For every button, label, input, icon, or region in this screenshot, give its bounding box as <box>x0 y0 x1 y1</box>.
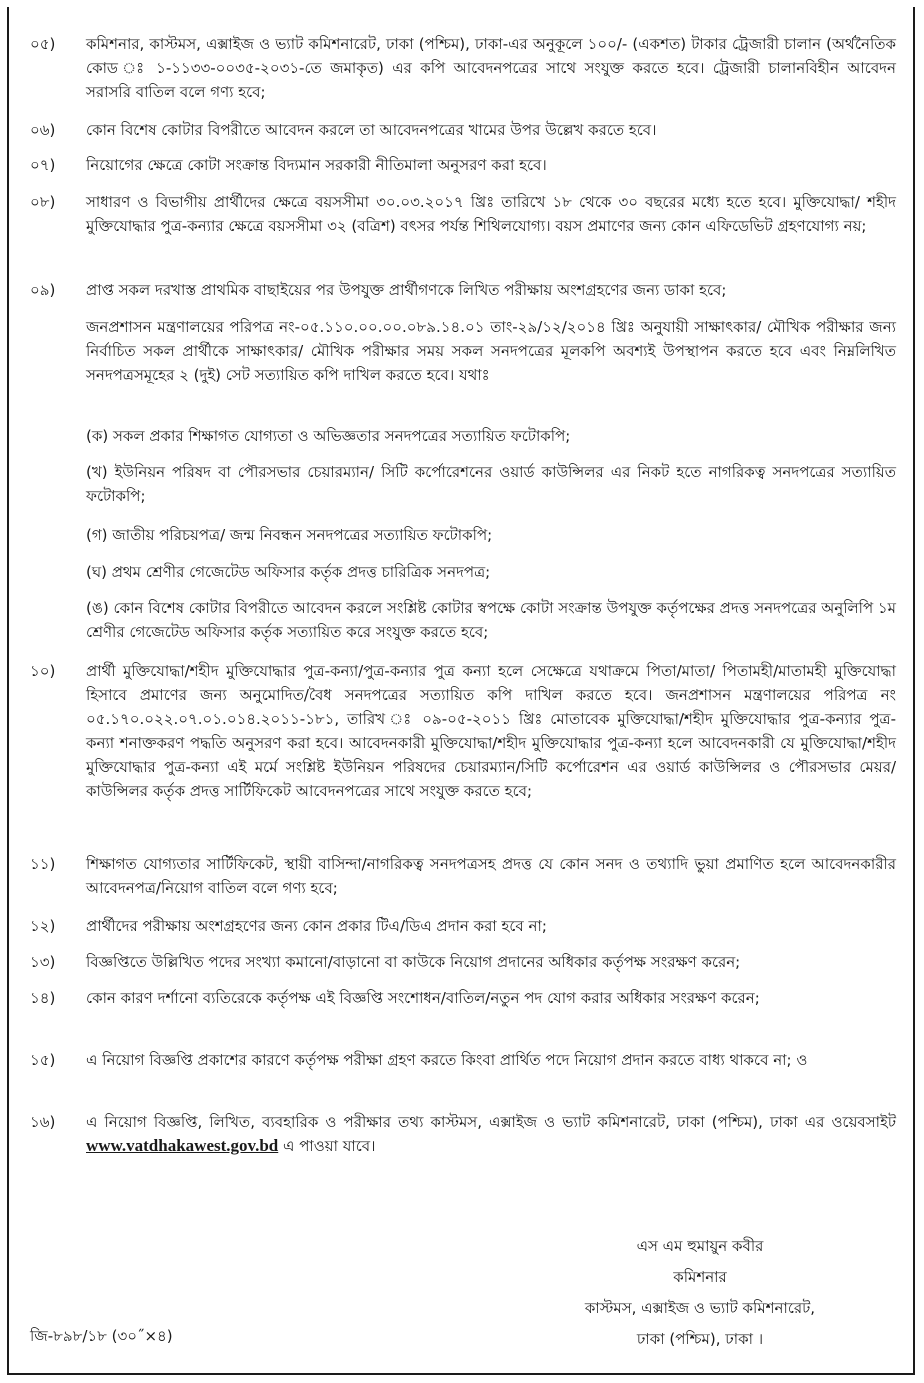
item-number: ১৬) <box>30 1113 56 1131</box>
item-text: বিজ্ঞপ্তিতে উল্লিখিত পদের সংখ্যা কমানো/বাড়ানো বা কাউকে নিয়োগ প্রদানের অধিকার কর্তৃপক্ষ সংরক্ষণ করেন; <box>86 953 741 971</box>
signatory-name: এস এম হুমায়ুন কবীর <box>636 1237 764 1255</box>
item-number: ০৯) <box>30 281 56 299</box>
signatory-office: কাস্টমস, এক্সাইজ ও ভ্যাট কমিশনারেট, <box>584 1299 816 1317</box>
list-item <box>30 1110 896 1158</box>
item-number: ০৬) <box>30 121 56 139</box>
list-item <box>30 1048 896 1072</box>
item-number: ০৭) <box>30 156 56 174</box>
website-link[interactable]: www.vatdhakawest.gov.bd <box>86 1136 279 1155</box>
list-item <box>30 190 896 238</box>
item-text: শিক্ষাগত যোগ্যতার সার্টিফিকেট, স্থায়ী বাসিন্দা/নাগরিকত্ব সনদপত্রসহ প্রদত্ত যে কোন সনদ ও তথ্যাদি ভুয়া প্রমাণিত হলে আবেদনকারীর আবেদনপত্র/নিয়োগ বাতিল বলে গণ্য হবে; <box>86 855 896 897</box>
list-item <box>30 659 896 803</box>
list-item <box>30 852 896 900</box>
sub-item-ka: (ক) সকল প্রকার শিক্ষাগত যোগ্যতা ও অভিজ্ঞতার সনদপত্রের সত্যায়িত ফটোকপি; <box>86 427 571 445</box>
item-text: নিয়োগের ক্ষেত্রে কোটা সংক্রান্ত বিদ্যমান সরকারী নীতিমালা অনুসরণ করা হবে। <box>86 156 547 174</box>
item-number: ১১) <box>30 855 56 873</box>
signatory-location: ঢাকা (পশ্চিম), ঢাকা । <box>636 1330 764 1348</box>
reference-number: জি-৮৯৮/১৮ (৩০˝×৪) <box>30 1327 173 1345</box>
item-number: ১২) <box>30 917 56 935</box>
item-text: কোন কারণ দর্শানো ব্যতিরেকে কর্তৃপক্ষ এই বিজ্ঞপ্তি সংশোধন/বাতিল/নতুন পদ যোগ করার অধিকার সংরক্ষণ করেন; <box>86 989 760 1007</box>
item-number: ১৪) <box>30 989 56 1007</box>
item-text: সাধারণ ও বিভাগীয় প্রার্থীদের ক্ষেত্রে বয়সসীমা ৩০.০৩.২০১৭ খ্রিঃ তারিখে ১৮ থেকে ৩০ বছরের মধ্যে হতে হবে। মুক্তিযোদ্ধা/ শহীদ মুক্তিযোদ্ধার পুত্র-কন্যার ক্ষেত্রে বয়সসীমা ৩২ (বত্রিশ) বৎসর পর্যন্ত শিথিলযোগ্য। বয়স প্রমাণের জন্য কোন এফিডেভিট গ্রহণযোগ্য নয়; <box>86 193 896 235</box>
item-text: কমিশনার, কাস্টমস, এক্সাইজ ও ভ্যাট কমিশনারেট, ঢাকা (পশ্চিম), ঢাকা-এর অনুকূলে ১০০/- (একশত) টাকার ট্রেজারী চালান (অর্থনৈতিক কোড ঃ ১-১১৩৩-০০৩৫-২০৩১-তে জমাকৃত) এর কপি আবেদনপত্রের সাথে সংযুক্ত করতে হবে। ট্রেজারী চালানবিহীন আবেদন সরাসরি বাতিল বলে গণ্য হবে; <box>86 35 896 101</box>
sub-item-kha: (খ) ইউনিয়ন পরিষদ বা পৌরসভার চেয়ারম্যান/ সিটি কর্পোরেশনের ওয়ার্ড কাউন্সিলর এর নিকট হতে নাগরিকত্ব সনদপত্রের সত্যায়িত ফটোকপি; <box>86 463 896 505</box>
item-number: ০৮) <box>30 193 56 211</box>
item-text: এ নিয়োগ বিজ্ঞপ্তি প্রকাশের কারণে কর্তৃপক্ষ পরীক্ষা গ্রহণ করতে কিংবা প্রার্থিত পদে নিয়োগ প্রদান করতে বাধ্য থাকবে না; ও <box>86 1051 808 1069</box>
item-number: ১৩) <box>30 953 56 971</box>
item-number: ০৫) <box>30 35 56 53</box>
item-text-before: এ নিয়োগ বিজ্ঞপ্তি, লিখিত, ব্যবহারিক ও পরীক্ষার তথ্য কাস্টমস, এক্সাইজ ও ভ্যাট কমিশনারেট, ঢাকা (পশ্চিম), ঢাকা এর ওয়েবসাইট <box>86 1113 896 1131</box>
sub-item-uma: (ঙ) কোন বিশেষ কোটার বিপরীতে আবেদন করলে সংশ্লিষ্ট কোটার স্বপক্ষে কোটা সংক্রান্ত উপযুক্ত কর্তৃপক্ষের প্রদত্ত সনদপত্রের অনুলিপি ১ম শ্রেণীর গেজেটেড অফিসার কর্তৃক সত্যায়িত করে সংযুক্ত করতে হবে; <box>86 599 896 641</box>
item-text-after: এ পাওয়া যাবে। <box>278 1137 376 1155</box>
list-item <box>30 32 896 104</box>
item-text: প্রার্থীদের পরীক্ষায় অংশগ্রহণের জন্য কোন প্রকার টিএ/ডিএ প্রদান করা হবে না; <box>86 917 547 935</box>
sub-item-ga: (গ) জাতীয় পরিচয়পত্র/ জন্ম নিবন্ধন সনদপত্রের সত্যায়িত ফটোকপি; <box>86 526 493 544</box>
item-number: ১৫) <box>30 1051 56 1069</box>
item-number: ১০) <box>30 662 56 680</box>
list-item <box>30 278 896 302</box>
list-item <box>30 153 896 177</box>
item-text: প্রাপ্ত সকল দরখাস্ত প্রাথমিক বাছাইয়ের পর উপযুক্ত প্রার্থীগণকে লিখিত পরীক্ষায় অংশগ্রহণের জন্য ডাকা হবে; <box>86 281 727 299</box>
list-item <box>30 950 896 974</box>
list-item <box>30 986 896 1010</box>
sub-item-gha: (ঘ) প্রথম শ্রেণীর গেজেটেড অফিসার কর্তৃক প্রদত্ত চারিত্রিক সনদপত্র; <box>86 563 491 581</box>
interview-paragraph: জনপ্রশাসন মন্ত্রণালয়ের পরিপত্র নং-০৫.১১০.০০.০০.০৮৯.১৪.০১ তাং-২৯/১২/২০১৪ খ্রিঃ অনুযায়ী সাক্ষাৎকার/ মৌখিক পরীক্ষার জন্য নির্বাচিত সকল প্রার্থীকে সাক্ষাৎকার/ মৌখিক পরীক্ষার সময় সকল সনদপত্রের মূলকপি অবশ্যই উপস্থাপন করতে হবে এবং নিম্নলিখিত সনদপত্রসমূহের ২ (দুই) সেট সত্যায়িত কপি দাখিল করতে হবে। যথাঃ <box>86 318 896 384</box>
list-item <box>30 118 896 142</box>
item-text: কোন বিশেষ কোটার বিপরীতে আবেদন করলে তা আবেদনপত্রের খামের উপর উল্লেখ করতে হবে। <box>86 121 657 139</box>
item-text: প্রার্থী মুক্তিযোদ্ধা/শহীদ মুক্তিযোদ্ধার পুত্র-কন্যা/পুত্র-কন্যার পুত্র কন্যা হলে সেক্ষেত্রে যথাক্রমে পিতা/মাতা/ পিতামহী/মাতামহী মুক্তিযোদ্ধা হিসাবে প্রমাণের জন্য অনুমোদিত/বৈধ সনদপত্রের সত্যায়িত কপি দাখিল করতে হবে। জনপ্রশাসন মন্ত্রণালয়ের পরিপত্র নং ০৫.১৭০.০২২.০৭.০১.০১৪.২০১১-১৮১, তারিখ ঃ ০৯-০৫-২০১১ খ্রিঃ মোতাবেক মুক্তিযোদ্ধা/শহীদ মুক্তিযোদ্ধার পুত্র-কন্যার পুত্র-কন্যা শনাক্তকরণ পদ্ধতি অনুসরণ করা হবে। আবেদনকারী মুক্তিযোদ্ধা/শহীদ মুক্তিযোদ্ধার পুত্র-কন্যা হলে আবেদনকারী যে মুক্তিযোদ্ধা/শহীদ মুক্তিযোদ্ধার পুত্র-কন্যা এই মর্মে সংশ্লিষ্ট ইউনিয়ন পরিষদের চেয়ারম্যান/সিটি কর্পোরেশন এর ওয়ার্ড কাউন্সিলর ও পৌরসভার মেয়র/কাউন্সিলর কর্তৃক প্রদত্ত সার্টিফিকেট আবেদনপত্রের সাথে সংযুক্ত করতে হবে; <box>86 662 896 800</box>
item-text <box>86 1110 896 1158</box>
list-item <box>30 914 896 938</box>
signatory-designation: কমিশনার <box>673 1268 727 1286</box>
